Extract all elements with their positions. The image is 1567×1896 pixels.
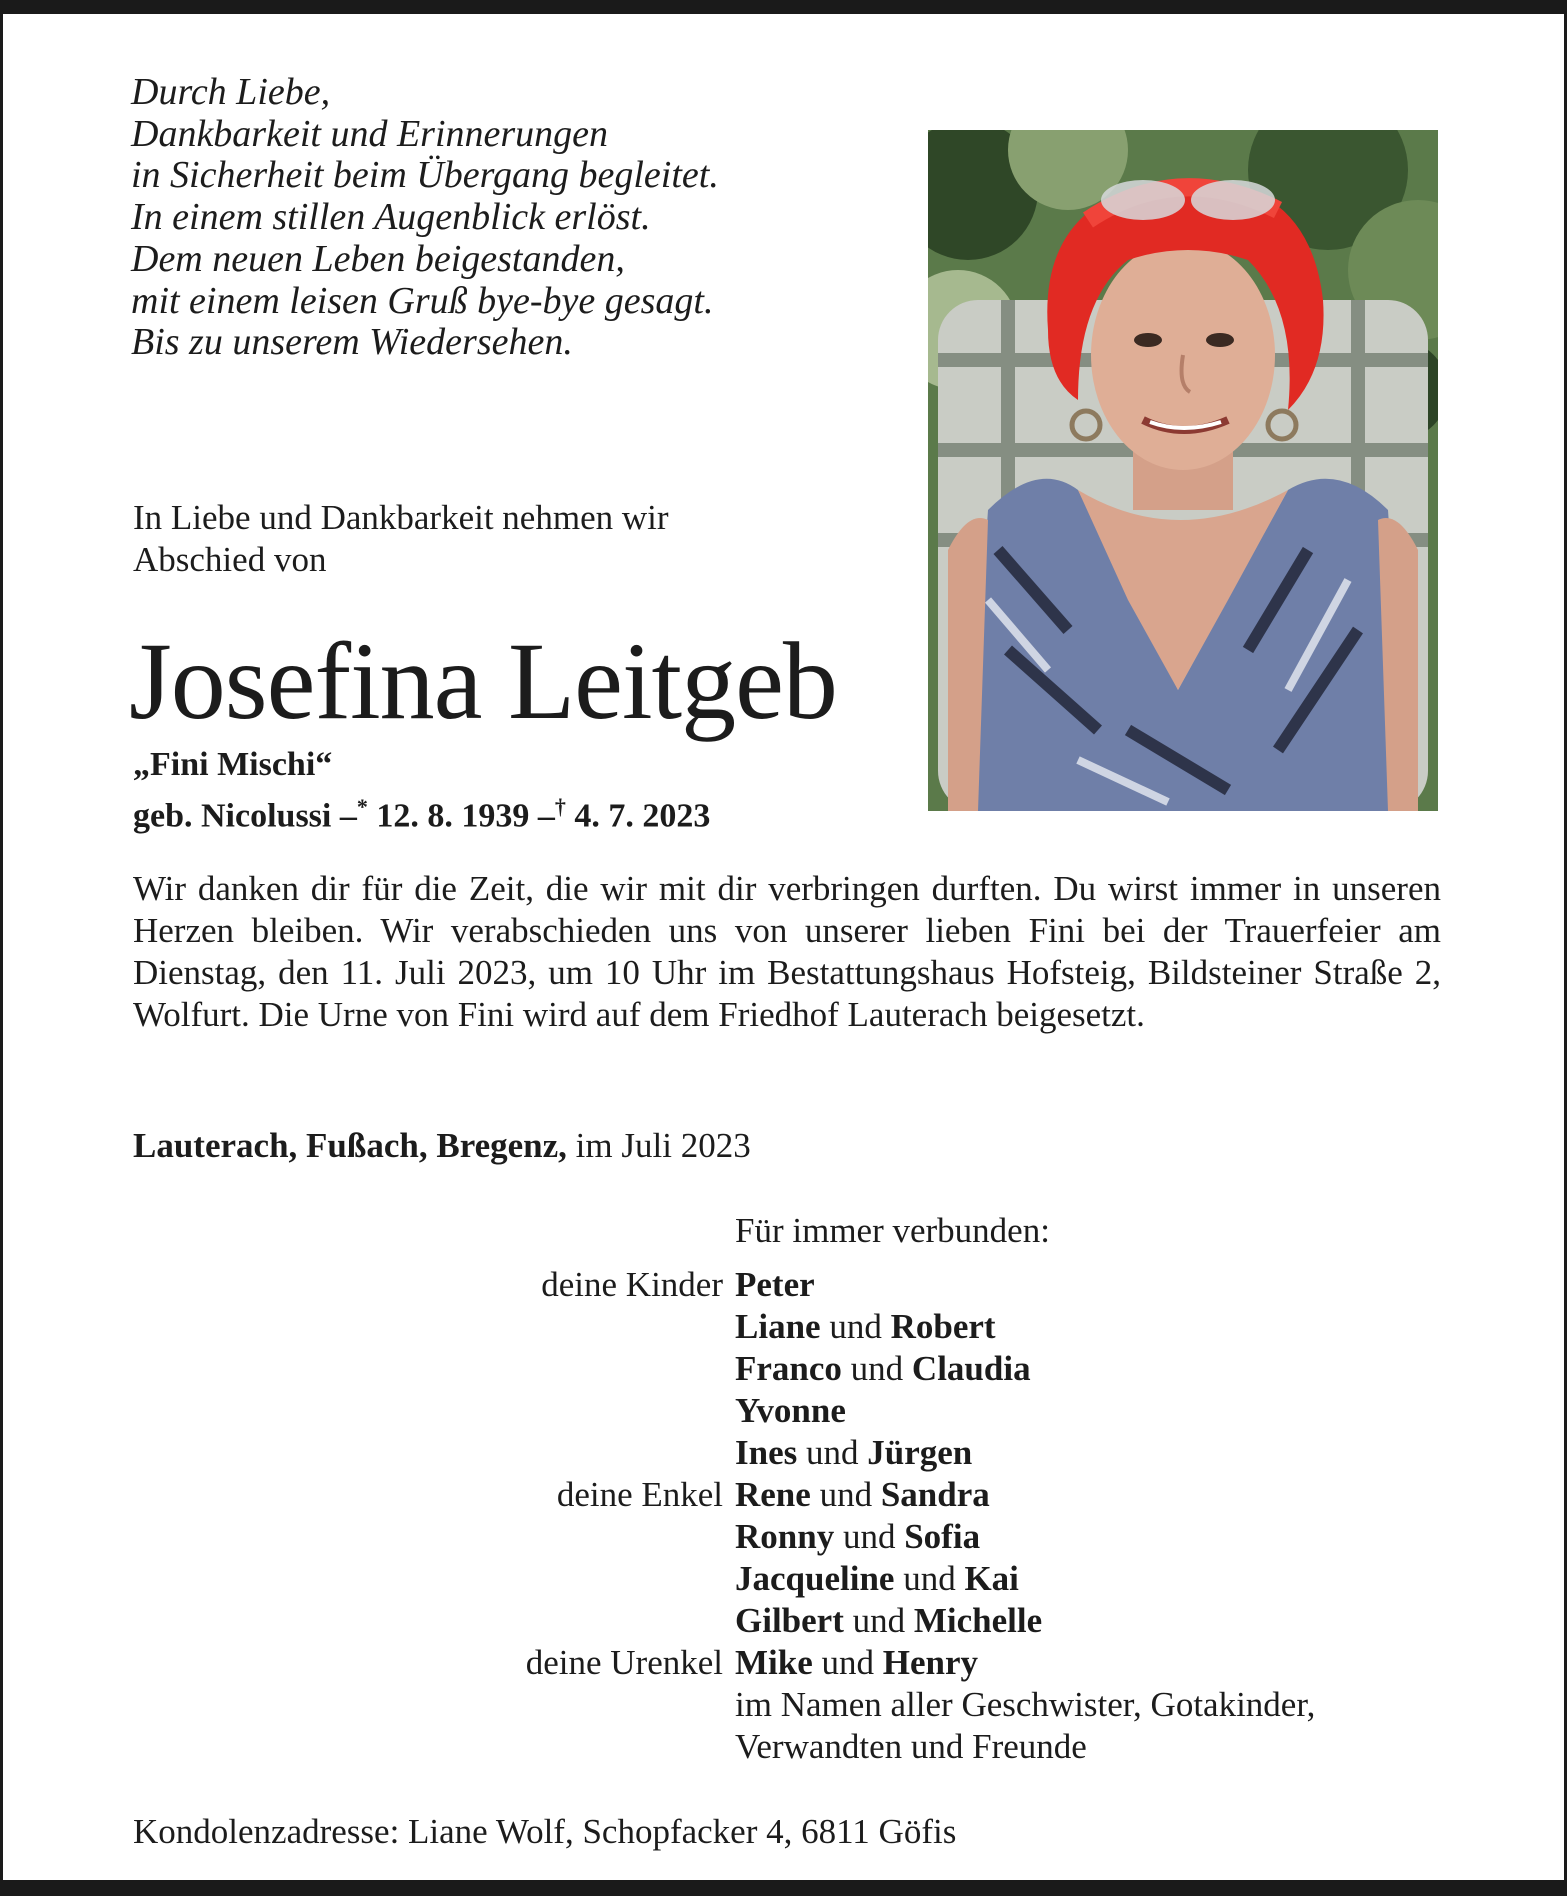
connector: und bbox=[829, 1307, 882, 1346]
deceased-nickname: „Fini Mischi“ bbox=[133, 746, 333, 783]
mourner-names bbox=[735, 1264, 1042, 1684]
date-text: im Juli 2023 bbox=[575, 1126, 751, 1165]
mourner-row bbox=[735, 1432, 1042, 1474]
birth-name: geb. Nicolussi bbox=[133, 797, 332, 835]
mourner-name: Jacqueline bbox=[735, 1559, 895, 1598]
intro-line: In Liebe und Dankbarkeit nehmen wir bbox=[133, 498, 669, 537]
mourner-row bbox=[735, 1306, 1042, 1348]
connector: und bbox=[903, 1559, 956, 1598]
death-symbol: † bbox=[554, 794, 566, 819]
mourner-name: Mike bbox=[735, 1643, 813, 1682]
mourner-name: Sandra bbox=[880, 1475, 990, 1514]
poem-line: Bis zu unserem Wiedersehen. bbox=[131, 321, 573, 364]
connector: und bbox=[850, 1349, 904, 1388]
place-and-date bbox=[133, 1125, 751, 1167]
portrait-photo bbox=[928, 130, 1438, 811]
on-behalf-line: Verwandten und Freunde bbox=[735, 1727, 1087, 1766]
mourner-name: Sofia bbox=[904, 1517, 981, 1556]
mourner-row bbox=[735, 1516, 1042, 1558]
label-grandchildren: deine Enkel bbox=[556, 1475, 723, 1514]
mourner-row bbox=[735, 1474, 1042, 1516]
lifeline bbox=[133, 786, 710, 837]
connector: und bbox=[842, 1517, 896, 1556]
mourner-name: Ronny bbox=[735, 1517, 835, 1556]
connector: und bbox=[806, 1433, 859, 1472]
mourner-row bbox=[735, 1348, 1042, 1390]
on-behalf-of bbox=[735, 1684, 1315, 1768]
poem-line: mit einem leisen Gruß bye-bye gesagt. bbox=[131, 279, 714, 322]
mourner-name: Ines bbox=[735, 1433, 798, 1472]
mourner-name: Gilbert bbox=[735, 1601, 844, 1640]
deceased-name: Josefina Leitgeb bbox=[129, 620, 837, 742]
birth-date: 12. 8. 1939 bbox=[376, 797, 530, 835]
poem-line: Dem neuen Leben beigestanden, bbox=[131, 237, 625, 280]
poem-line: In einem stillen Augenblick erlöst. bbox=[131, 196, 651, 239]
intro-text bbox=[133, 497, 669, 581]
intro-line: Abschied von bbox=[133, 540, 327, 579]
separator-dash: – bbox=[339, 797, 357, 835]
mourner-name: Robert bbox=[890, 1307, 996, 1346]
death-date: 4. 7. 2023 bbox=[574, 797, 711, 835]
mourners-heading: Für immer verbunden: bbox=[735, 1211, 1050, 1250]
on-behalf-line: im Namen aller Geschwister, Gotakinder, bbox=[735, 1685, 1316, 1724]
separator-dash: – bbox=[537, 797, 555, 835]
mourner-name: Peter bbox=[735, 1265, 815, 1304]
poem-line: Dankbarkeit und Erinnerungen bbox=[131, 112, 609, 155]
poem-line: in Sicherheit beim Übergang begleitet. bbox=[131, 154, 719, 197]
mourner-name: Claudia bbox=[911, 1349, 1031, 1388]
mourner-name: Franco bbox=[735, 1349, 842, 1388]
birth-symbol: * bbox=[356, 794, 368, 819]
connector: und bbox=[819, 1475, 873, 1514]
places: Lauterach, Fußach, Bregenz, bbox=[133, 1126, 567, 1165]
mourner-name: Yvonne bbox=[735, 1391, 846, 1430]
mourner-row bbox=[735, 1264, 1042, 1306]
mourner-name: Rene bbox=[735, 1475, 811, 1514]
mourner-row bbox=[735, 1600, 1042, 1642]
mourner-row bbox=[735, 1558, 1042, 1600]
poem-line: Durch Liebe, bbox=[131, 71, 331, 113]
mourner-name: Henry bbox=[882, 1643, 979, 1682]
condolence-address: Kondolenzadresse: Liane Wolf, Schopfacker 4, 6811 Göfis bbox=[133, 1812, 957, 1851]
mourner-row bbox=[735, 1642, 1042, 1684]
portrait-illustration bbox=[928, 130, 1438, 811]
connector: und bbox=[852, 1601, 906, 1640]
mourner-row bbox=[735, 1390, 1042, 1432]
connector: und bbox=[821, 1643, 875, 1682]
poem bbox=[131, 72, 719, 364]
mourner-name: Kai bbox=[964, 1559, 1019, 1598]
label-children: deine Kinder bbox=[541, 1265, 723, 1304]
mourner-name: Michelle bbox=[913, 1601, 1043, 1640]
mourner-name: Liane bbox=[735, 1307, 821, 1346]
mourner-name: Jürgen bbox=[867, 1433, 973, 1472]
label-great-grandchildren: deine Urenkel bbox=[525, 1643, 723, 1682]
farewell-message: Wir danken dir für die Zeit, die wir mit dir verbringen durften. Du wirst immer in unseren Herzen bleiben. Wir verabschieden uns von unserer lieben Fini bei der Trauerfeier am Dienstag, den 11. Juli 2023, um 10 Uhr im Bestattungshaus Hofsteig, Bildsteiner Straße 2, Wolfurt. Die Urne von Fini wird auf dem Friedhof Lauterach beigesetzt. bbox=[133, 869, 1441, 1034]
